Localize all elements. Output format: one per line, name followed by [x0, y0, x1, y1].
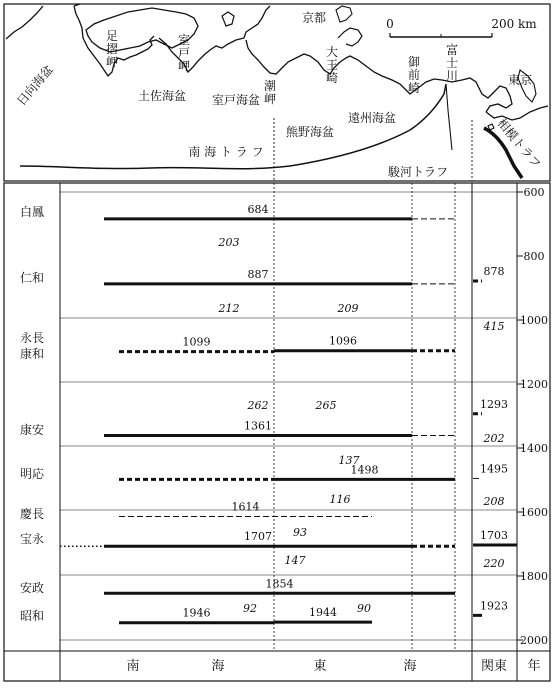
year-label-1923: 1923 — [480, 599, 508, 613]
era-label: 昭和 — [19, 609, 45, 623]
interval-label: 265 — [315, 399, 337, 412]
scale-bar — [386, 17, 537, 37]
interval-label: 220 — [483, 557, 505, 570]
axis-tick-label: 1200 — [520, 378, 548, 391]
place-label-tosa: 土佐海盆 — [137, 89, 187, 103]
year-label-1361: 1361 — [244, 419, 272, 433]
scale-end-label: 200 km — [491, 17, 537, 31]
axis-tick-label: 800 — [523, 250, 545, 263]
place-label-kyoto: 京都 — [301, 11, 327, 25]
year-label-1096: 1096 — [329, 334, 357, 348]
axis-tick-label: 1400 — [520, 442, 548, 455]
axis-tick-label: 1800 — [520, 570, 548, 583]
interval-label: 202 — [483, 432, 505, 445]
year-label-1293: 1293 — [480, 397, 508, 411]
place-label-enshu: 遠州海盆 — [347, 111, 397, 125]
era-label: 康和 — [19, 347, 45, 361]
era-label: 永長 — [19, 331, 45, 345]
year-label-1944: 1944 — [309, 606, 337, 620]
year-label-1498: 1498 — [350, 463, 379, 477]
axis-tick-label: 1000 — [520, 314, 548, 327]
interval-label: 93 — [293, 526, 307, 539]
interval-label: 147 — [284, 554, 306, 567]
place-label-fujikawa: 富士川 — [445, 43, 459, 83]
timeline-panel — [4, 183, 550, 681]
era-label: 仁和 — [19, 271, 45, 285]
era-label: 安政 — [19, 581, 45, 595]
place-label-kumano: 熊野海盆 — [285, 125, 335, 139]
axis-tick-label: 1600 — [520, 506, 548, 519]
map-labels — [14, 10, 544, 179]
footer-labels — [126, 658, 540, 674]
era-label: 明応 — [19, 467, 45, 481]
place-label-suruga_trough: 駿河トラフ — [387, 165, 449, 179]
timeline-frame — [4, 183, 550, 681]
japan-coastline — [6, 4, 548, 120]
interval-label: 203 — [218, 236, 240, 249]
place-label-shiono: 潮岬 — [263, 79, 277, 106]
scale-zero-label: 0 — [386, 17, 394, 31]
year-label-878: 878 — [483, 264, 505, 278]
era-labels — [20, 205, 45, 623]
awaji-island — [222, 12, 234, 26]
year-label-887: 887 — [247, 267, 269, 281]
year-label-1614: 1614 — [231, 500, 260, 514]
footer-kai-1: 海 — [211, 659, 225, 674]
interval-label: 137 — [338, 454, 360, 467]
interval-label: 92 — [243, 602, 257, 615]
interval-label: 208 — [483, 495, 505, 508]
era-label: 宝永 — [19, 532, 45, 546]
era-label: 白鳳 — [19, 205, 45, 219]
footer-nan: 南 — [126, 659, 140, 674]
year-label-1703: 1703 — [480, 528, 508, 542]
interval-label: 116 — [329, 493, 351, 506]
axis-unit-label: 年 — [527, 659, 541, 674]
axis-tick-label: 2000 — [520, 634, 548, 647]
era-label: 康安 — [19, 423, 45, 437]
year-axis — [517, 186, 548, 647]
year-label-1099: 1099 — [182, 335, 211, 349]
place-label-daio: 大王崎 — [325, 45, 339, 85]
place-label-muroto: 室戸岬 — [177, 33, 191, 73]
year-labels — [183, 203, 509, 620]
place-label-ashizuri: 足摺岬 — [105, 29, 119, 69]
axis-tick-label: 600 — [523, 186, 545, 199]
place-label-omaezaki: 御前崎 — [407, 55, 421, 95]
footer-kai-2: 海 — [403, 659, 417, 674]
year-label-1946: 1946 — [182, 606, 211, 620]
place-label-murotobasin: 室戸海盆 — [211, 93, 261, 107]
biwa-lake — [336, 6, 352, 22]
place-label-hyuganada: 日向海盆 — [14, 62, 56, 109]
interval-label: 262 — [247, 399, 269, 412]
interval-label: 209 — [337, 302, 359, 315]
era-label: 慶長 — [19, 507, 45, 521]
year-label-1854: 1854 — [265, 577, 294, 591]
year-label-684: 684 — [247, 202, 269, 216]
year-label-1495: 1495 — [480, 462, 508, 476]
suruga-trough-line — [446, 84, 452, 150]
place-label-tokyo: 東京 — [507, 73, 533, 87]
year-label-1707: 1707 — [244, 530, 272, 544]
interval-label: 212 — [218, 302, 240, 315]
place-label-nankai_trough: 南 海 ト ラ フ — [188, 145, 264, 159]
ise-bay — [338, 28, 362, 46]
interval-label: 90 — [357, 602, 371, 615]
map-panel — [4, 4, 550, 181]
interval-label: 415 — [483, 320, 505, 333]
footer-tou: 東 — [313, 659, 327, 674]
footer-kanto: 関東 — [480, 659, 508, 674]
place-label-sagami_trough: 相模トラフ — [494, 115, 544, 171]
